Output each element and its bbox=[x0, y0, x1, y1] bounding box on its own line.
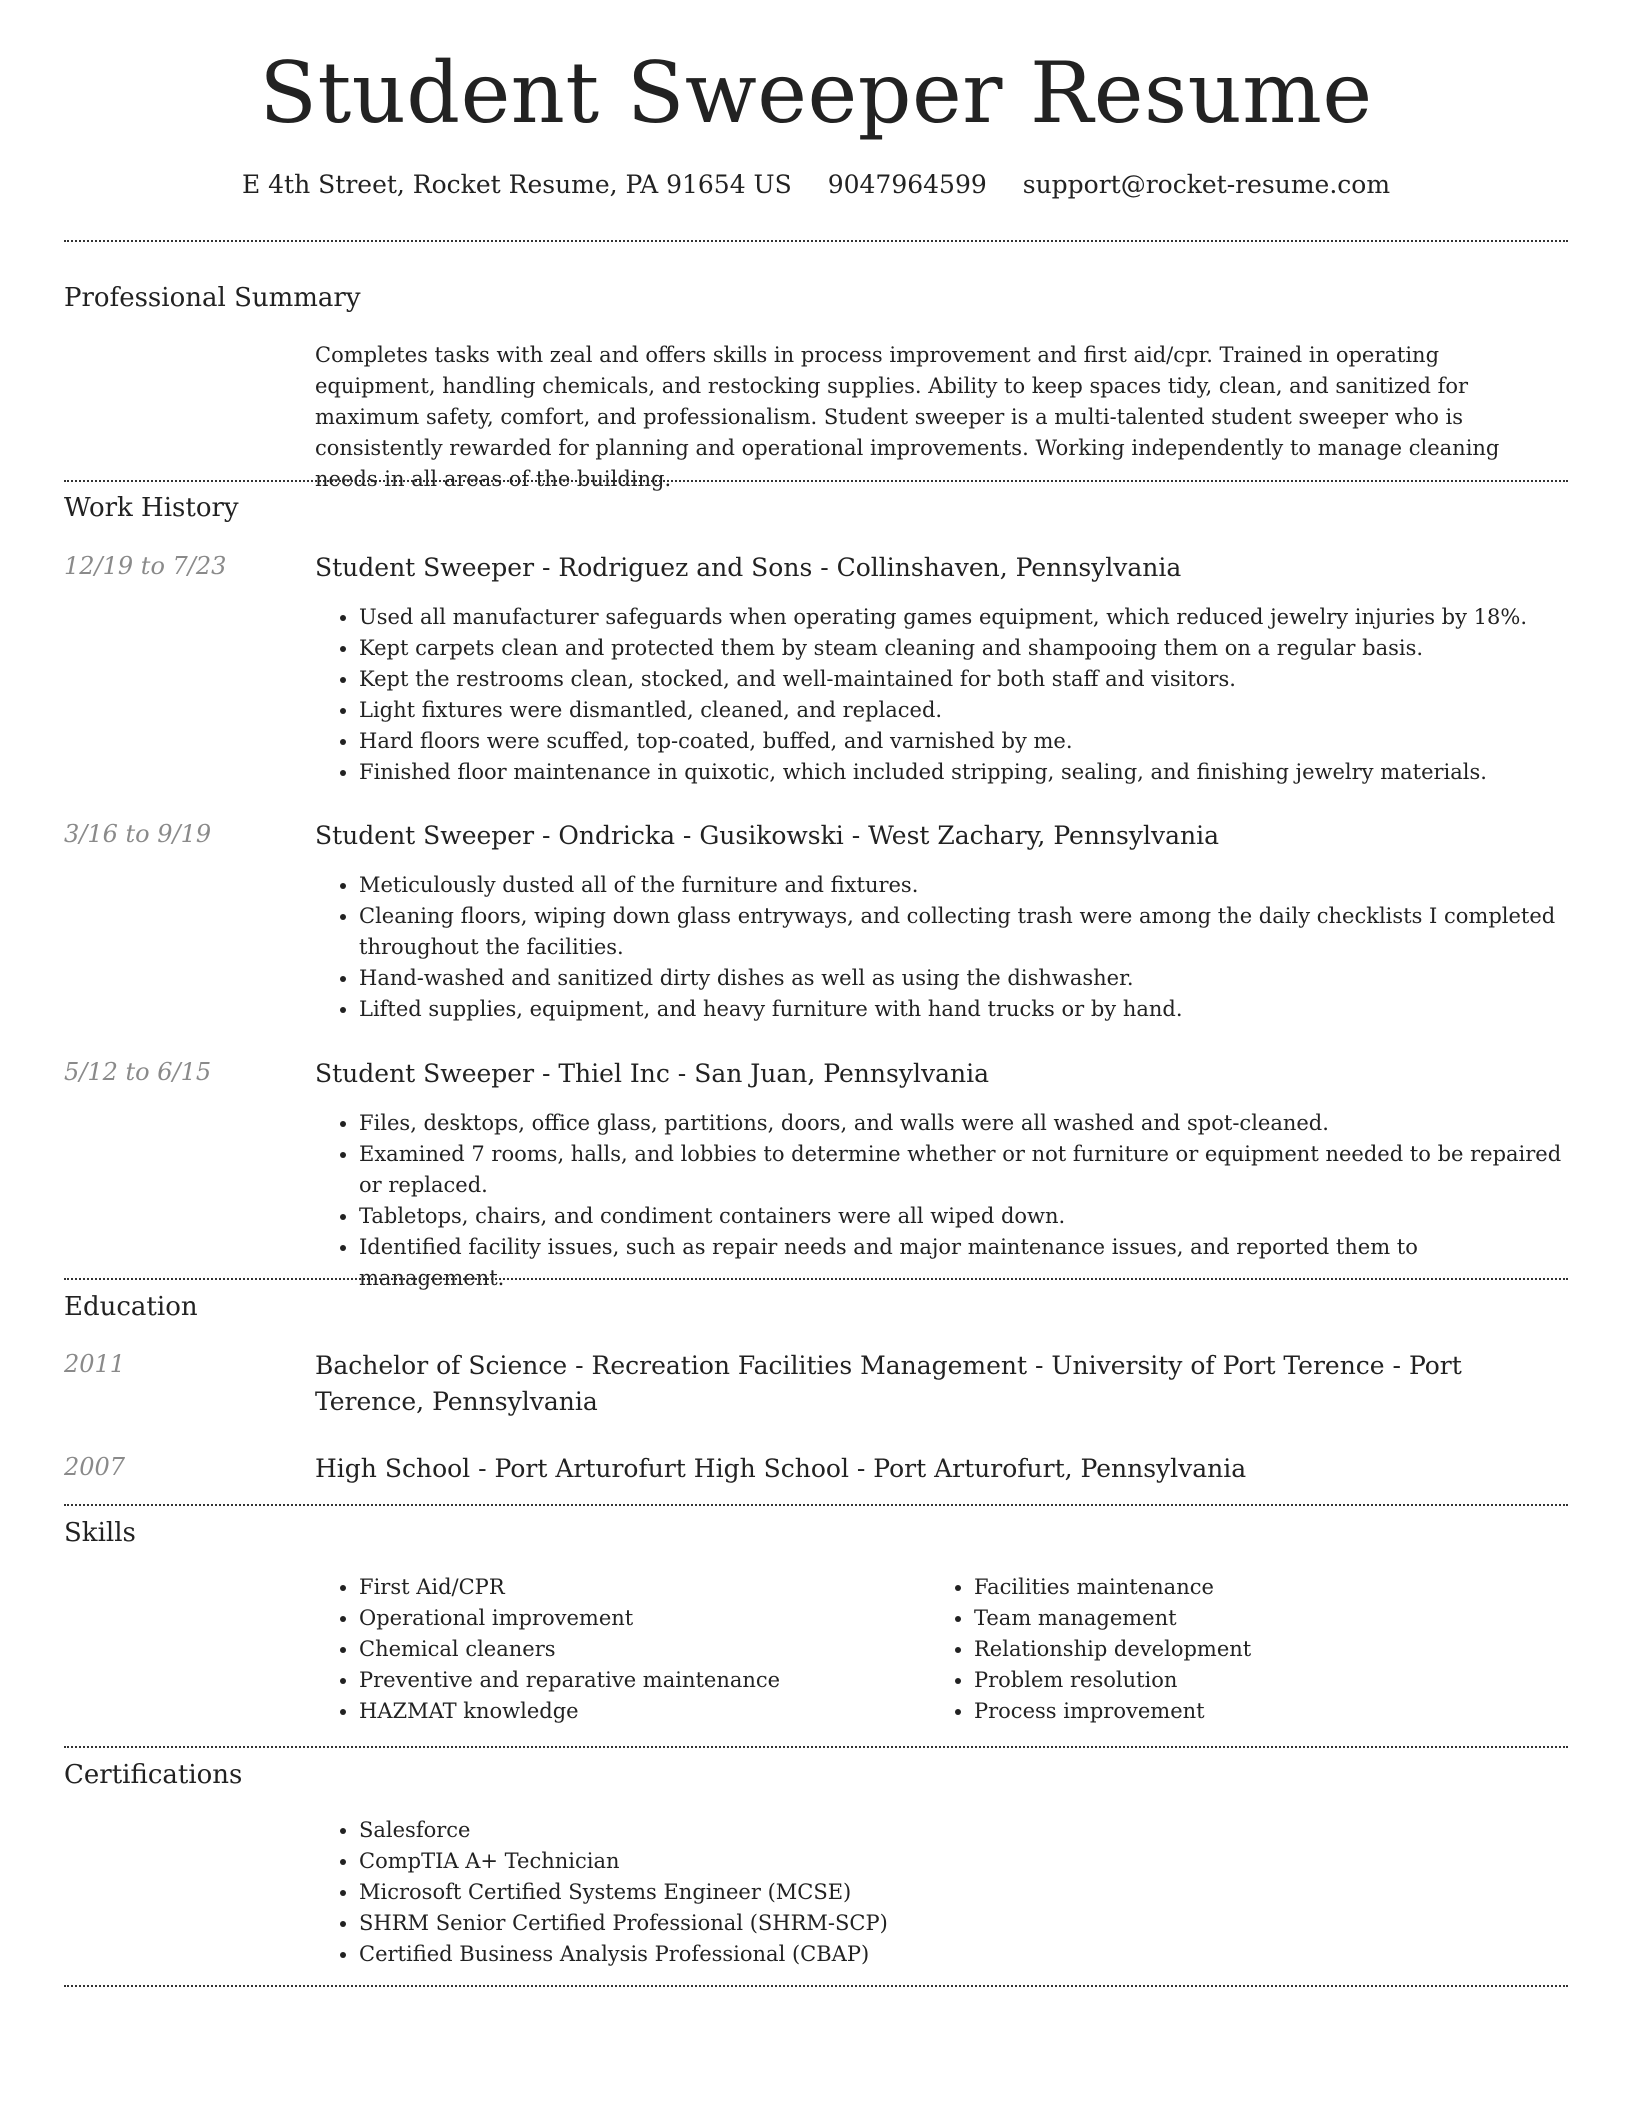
divider bbox=[64, 480, 1568, 482]
divider bbox=[64, 1504, 1568, 1506]
contact-line bbox=[0, 170, 1632, 199]
list-item: • Lifted supplies, equipment, and heavy furniture with hand trucks or by hand. bbox=[359, 994, 1565, 1025]
skill-item: • First Aid/CPR bbox=[359, 1572, 919, 1603]
list-item: • Hard floors were scuffed, top-coated, buffed, and varnished by me. bbox=[359, 726, 1565, 757]
skills-list-right bbox=[930, 1572, 1564, 1727]
job-dates: 5/12 to 6/15 bbox=[64, 1058, 212, 1086]
institution: - Port Arturofurt High School - Port Arturofurt, Pennsylvania bbox=[470, 1454, 1247, 1483]
job-title: Student Sweeper - Thiel Inc - San Juan, Pennsylvania bbox=[315, 1059, 989, 1088]
degree: High School bbox=[315, 1454, 471, 1483]
education-heading: Education bbox=[64, 1292, 198, 1322]
education-entry bbox=[315, 1451, 1565, 1487]
skills-heading: Skills bbox=[64, 1518, 136, 1548]
list-item: • Kept carpets clean and protected them by steam cleaning and shampooing them on a regular basis. bbox=[359, 633, 1565, 664]
skill-item: • Chemical cleaners bbox=[359, 1634, 919, 1665]
certification-item: • Certified Business Analysis Professional (CBAP) bbox=[359, 1939, 1259, 1970]
summary-heading: Professional Summary bbox=[64, 283, 361, 313]
list-item: • Light fixtures were dismantled, cleaned, and replaced. bbox=[359, 695, 1565, 726]
list-item: • Tabletops, chairs, and condiment containers were all wiped down. bbox=[359, 1201, 1565, 1232]
list-item: • Hand-washed and sanitized dirty dishes as well as using the dishwasher. bbox=[359, 963, 1565, 994]
skill-item: • Preventive and reparative maintenance bbox=[359, 1665, 919, 1696]
skill-item: • Operational improvement bbox=[359, 1603, 919, 1634]
divider bbox=[64, 240, 1568, 242]
job-dates: 12/19 to 7/23 bbox=[64, 552, 227, 580]
list-item: • Cleaning floors, wiping down glass entryways, and collecting trash were among the daily checklists I completed throughout the facilities. bbox=[359, 901, 1565, 963]
divider bbox=[64, 1278, 1568, 1280]
resume-title: Student Sweeper Resume bbox=[259, 44, 1373, 142]
education-entry bbox=[315, 1348, 1565, 1420]
list-item: • Finished floor maintenance in quixotic, which included stripping, sealing, and finishing jewelry materials. bbox=[359, 757, 1565, 788]
skill-item: • Facilities maintenance bbox=[974, 1572, 1564, 1603]
summary-text: Completes tasks with zeal and offers skills in process improvement and first aid/cpr. Trained in operating equipment, handling chemicals, and restocking supplies. Ability to keep spaces tidy, clean, and sanitized for maximum safety, comfort, and professionalism. Student sweeper is a multi-talented student sweeper who is consistently rewarded for planning and operational improvements. Working independently to manage cleaning needs in all areas of the building. bbox=[315, 343, 1500, 491]
work-history-heading: Work History bbox=[64, 493, 239, 523]
certifications-list bbox=[315, 1815, 1259, 1970]
email: support@rocket-resume.com bbox=[1022, 170, 1391, 199]
skill-item: • Process improvement bbox=[974, 1696, 1564, 1727]
job-title: Student Sweeper - Ondricka - Gusikowski - West Zachary, Pennsylvania bbox=[315, 821, 1220, 850]
education-year: 2011 bbox=[64, 1350, 126, 1378]
education-year: 2007 bbox=[64, 1453, 126, 1481]
certification-item: • SHRM Senior Certified Professional (SHRM-SCP) bbox=[359, 1908, 1259, 1939]
skill-item: • Relationship development bbox=[974, 1634, 1564, 1665]
institution: - University of Port Terence - Port Terence, Pennsylvania bbox=[315, 1351, 1462, 1416]
list-item: • Kept the restrooms clean, stocked, and well-maintained for both staff and visitors. bbox=[359, 664, 1565, 695]
skill-item: • Team management bbox=[974, 1603, 1564, 1634]
skills-list-left bbox=[315, 1572, 919, 1727]
phone: 9047964599 bbox=[827, 170, 987, 199]
certifications-heading: Certifications bbox=[64, 1760, 243, 1790]
job-bullets bbox=[315, 1108, 1565, 1294]
job-title: Student Sweeper - Rodriguez and Sons - Collinshaven, Pennsylvania bbox=[315, 553, 1182, 582]
divider bbox=[64, 1985, 1568, 1987]
list-item: • Examined 7 rooms, halls, and lobbies to determine whether or not furniture or equipment needed to be repaired or replaced. bbox=[359, 1139, 1565, 1201]
degree: Bachelor of Science - Recreation Facilities Management bbox=[315, 1351, 1028, 1380]
list-item: • Used all manufacturer safeguards when operating games equipment, which reduced jewelry injuries by 18%. bbox=[359, 602, 1565, 633]
list-item: • Meticulously dusted all of the furniture and fixtures. bbox=[359, 870, 1565, 901]
job-bullets bbox=[315, 870, 1565, 1025]
certification-item: • Salesforce bbox=[359, 1815, 1259, 1846]
certification-item: • Microsoft Certified Systems Engineer (MCSE) bbox=[359, 1877, 1259, 1908]
list-item: • Files, desktops, office glass, partitions, doors, and walls were all washed and spot-cleaned. bbox=[359, 1108, 1565, 1139]
job-bullets bbox=[315, 602, 1565, 788]
address: E 4th Street, Rocket Resume, PA 91654 US bbox=[241, 170, 792, 199]
list-item: • Identified facility issues, such as repair needs and major maintenance issues, and reported them to management. bbox=[359, 1232, 1565, 1294]
skill-item: • HAZMAT knowledge bbox=[359, 1696, 919, 1727]
skill-item: • Problem resolution bbox=[974, 1665, 1564, 1696]
job-dates: 3/16 to 9/19 bbox=[64, 820, 212, 848]
certification-item: • CompTIA A+ Technician bbox=[359, 1846, 1259, 1877]
divider bbox=[64, 1746, 1568, 1748]
